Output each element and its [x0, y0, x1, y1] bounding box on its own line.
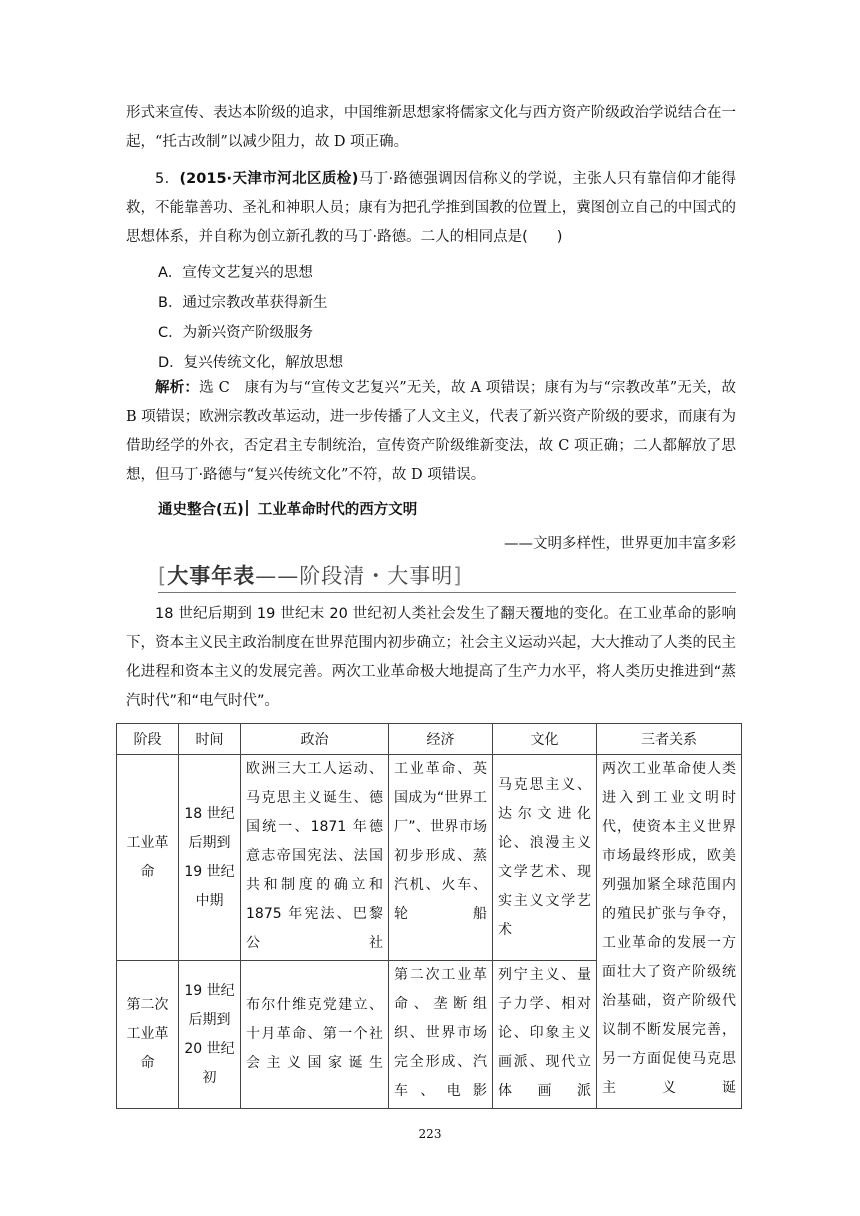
- timeline-table: [116, 723, 742, 1109]
- row2-time: 19 世纪后期到 20 世纪初: [179, 961, 241, 1109]
- section-divider: [246, 500, 248, 516]
- question-number: 5．: [155, 171, 180, 187]
- page-number: 223: [418, 1127, 442, 1141]
- section-heading: [158, 498, 768, 519]
- question-source: (2015·天津市河北区质检): [179, 171, 359, 187]
- previous-explanation: 形式来宣传、表达本阶级的追求，中国维新思想家将儒家文化与西方资产阶级政治学说结合在一起，“托古改制”以减少阻力，故 D 项正确。: [126, 105, 736, 150]
- row2-culture: 列宁主义、量子力学、相对论、印象主义画派、现代立体画派: [493, 961, 597, 1109]
- option-c: C．为新兴资产阶级服务: [158, 325, 314, 341]
- table-row: [117, 755, 742, 961]
- option-a: A．宣传文艺复兴的思想: [158, 265, 313, 281]
- option-d: D．复兴传统文化，解放思想: [158, 355, 344, 371]
- timeline-header-dash: ——: [255, 564, 300, 588]
- row1-culture: 马克思主义、达尔文进化论、浪漫主义文学艺术、现实主义文学艺术: [493, 755, 597, 961]
- relation-cell: 两次工业革命使人类进入到工业文明时代，使资本主义世界市场最终形成，欧美列强加紧全球范围内的殖民扩张与争夺，工业革命的发展一方面壮大了资产阶级统治基础，资产阶级代议制不断发展完善，另一方面促使马克思主义诞: [597, 755, 742, 1109]
- section-label: 通史整合(五): [158, 502, 244, 518]
- table-header-row: [117, 724, 742, 755]
- section-title: 工业革命时代的西方文明: [257, 502, 418, 518]
- header-culture: 文化: [493, 724, 597, 755]
- question-5: [126, 165, 736, 252]
- row1-politics: 欧洲三大工人运动、马克思主义诞生、德国统一、1871 年德意志帝国宪法、法国共和制度的确立和 1875 年宪法、巴黎公社: [241, 755, 389, 961]
- section-subtitle: ——文明多样性，世界更加丰富多彩: [504, 536, 736, 552]
- header-time: 时间: [179, 724, 241, 755]
- timeline-header-subtitle: 阶段清・大事明: [299, 564, 454, 588]
- bracket-left: [: [158, 564, 168, 588]
- header-economy: 经济: [389, 724, 493, 755]
- timeline-header-title: 大事年表: [167, 564, 256, 588]
- header-stage: 阶段: [117, 724, 179, 755]
- analysis-text: 选 C 康有为与“宣传文艺复兴”无关，故 A 项错误；康有为与“宗教改革”无关，故 B 项错误；欧洲宗教改革运动，进一步传播了人文主义，代表了新兴资产阶级的要求，而康有为借助经学的外衣，否定君主专制统治，宣传资产阶级维新变法，故 C 项正确；二人都解放了思想，但马丁·路德与“复兴传统文化”不符，故 D 项错误。: [126, 380, 737, 483]
- row2-stage: 第二次工业革命: [117, 961, 179, 1109]
- analysis-label: 解析：: [155, 380, 200, 396]
- question-stem: 马丁·路德强调因信称义的学说，主张人只有靠信仰才能得救，不能靠善功、圣礼和神职人员；康有为把孔学推到国教的位置上，冀图创立自己的中国式的思想体系，并自称为创立新孔教的马丁·路德。二人的相同点是( ): [126, 171, 736, 245]
- bracket-right: ]: [453, 564, 463, 588]
- row2-economy: 第二次工业革命、垄断组织、世界市场完全形成、汽车、电影: [389, 961, 493, 1109]
- option-b: B．通过宗教改革获得新生: [158, 295, 328, 311]
- header-politics: 政治: [241, 724, 389, 755]
- row1-economy: 工业革命、英国成为“世界工厂”、世界市场初步形成、蒸汽机、火车、轮船: [389, 755, 493, 961]
- intro-paragraph: 18 世纪后期到 19 世纪末 20 世纪初人类社会发生了翻天覆地的变化。在工业革命的影响下，资本主义民主政治制度在世界范围内初步确立；社会主义运动兴起，大大推动了人类的民主化进程和资本主义的发展完善。两次工业革命极大地提高了生产力水平，将人类历史推进到“蒸汽时代”和“电气时代”。: [126, 606, 736, 709]
- header-relation: 三者关系: [597, 724, 742, 755]
- row1-time: 18 世纪后期到 19 世纪中期: [179, 755, 241, 961]
- timeline-header: [158, 560, 736, 593]
- analysis: [126, 374, 736, 490]
- row1-stage: 工业革命: [117, 755, 179, 961]
- row2-politics: 布尔什维克党建立、十月革命、第一个社会主义国家诞生: [241, 961, 389, 1109]
